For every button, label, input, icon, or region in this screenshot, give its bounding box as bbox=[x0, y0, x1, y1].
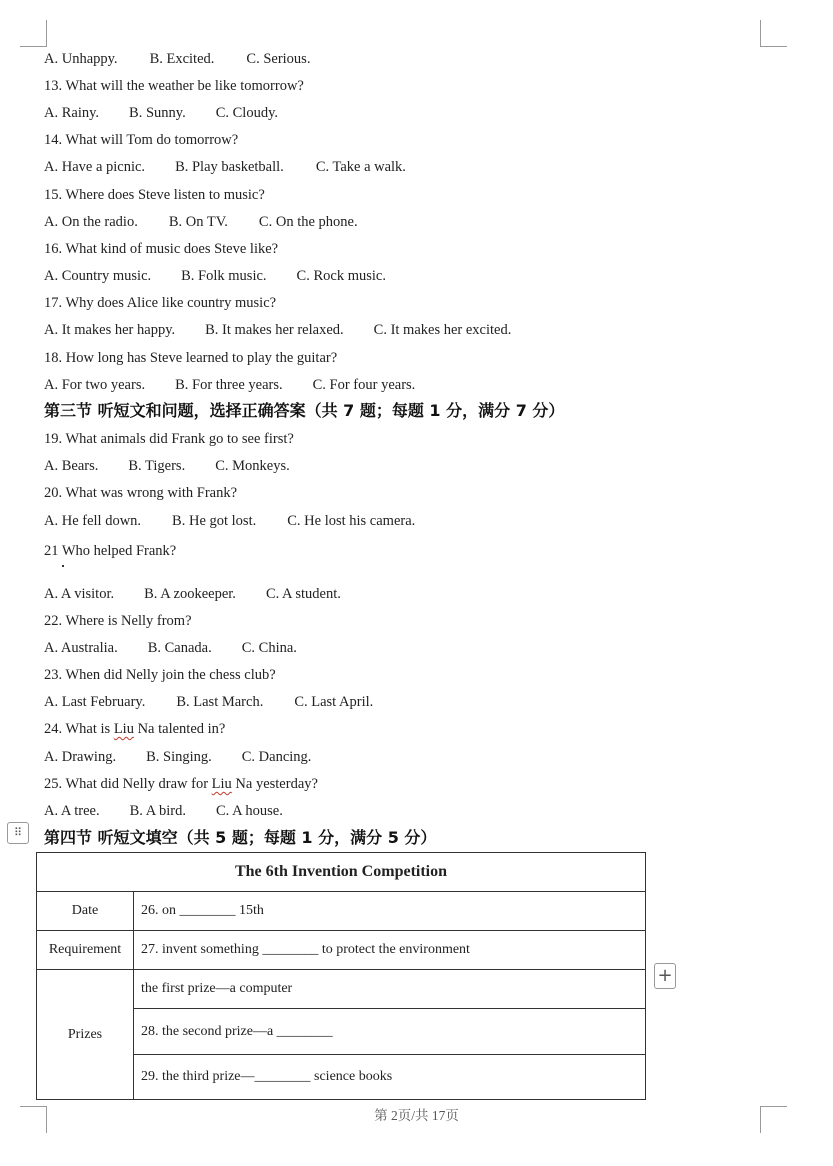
date-value: 26. on ________ 15th bbox=[134, 892, 646, 931]
table-move-handle-icon[interactable]: ⠿ bbox=[7, 822, 29, 844]
answer-options bbox=[44, 585, 341, 603]
answer-option: C. Cloudy. bbox=[215, 105, 279, 121]
question-text: 20. What was wrong with Frank? bbox=[44, 485, 238, 501]
answer-option: A. Have a picnic. bbox=[44, 159, 146, 175]
answer-option: C. Serious. bbox=[246, 51, 311, 67]
answer-option: C. Rock music. bbox=[296, 268, 386, 284]
answer-option: B. Canada. bbox=[147, 640, 212, 656]
answer-option: A. He fell down. bbox=[44, 513, 142, 529]
answer-option: B. Play basketball. bbox=[175, 159, 284, 175]
answer-option: A. Unhappy. bbox=[44, 51, 118, 67]
answer-option: C. A house. bbox=[215, 803, 283, 819]
answer-option: B. Sunny. bbox=[129, 105, 186, 121]
second-prize: 28. the second prize—a ________ bbox=[134, 1009, 646, 1055]
answer-option: A. Rainy. bbox=[44, 105, 100, 121]
answer-option: C. A student. bbox=[265, 586, 341, 602]
answer-options bbox=[44, 50, 310, 68]
answer-option: C. Monkeys. bbox=[215, 458, 290, 474]
add-row-plus-icon[interactable]: + bbox=[654, 963, 676, 989]
table-title: The 6th Invention Competition bbox=[37, 853, 646, 892]
answer-options bbox=[44, 267, 386, 285]
page-footer: 第 2页/共 17页 bbox=[374, 1108, 459, 1123]
answer-option: B. He got lost. bbox=[172, 513, 257, 529]
answer-option: C. Take a walk. bbox=[315, 159, 406, 175]
answer-options bbox=[44, 748, 311, 766]
answer-options bbox=[44, 376, 415, 394]
answer-option: B. Folk music. bbox=[181, 268, 267, 284]
question-text: 13. What will the weather be like tomorrow? bbox=[44, 78, 304, 94]
answer-option: A. Bears. bbox=[44, 458, 99, 474]
section-3-heading: 第三节 听短文和问题，选择正确答案（共 7 题；每题 1 分，满分 7 分） bbox=[44, 401, 565, 420]
requirement-label: Requirement bbox=[37, 931, 134, 970]
prizes-label: Prizes bbox=[37, 970, 134, 1100]
answer-option: A. A visitor. bbox=[44, 586, 115, 602]
question-text: 22. Where is Nelly from? bbox=[44, 613, 192, 629]
answer-option: B. For three years. bbox=[175, 377, 283, 393]
cursor-mark bbox=[62, 565, 64, 567]
answer-option: C. On the phone. bbox=[258, 214, 358, 230]
answer-options bbox=[44, 802, 283, 820]
answer-options bbox=[44, 321, 511, 339]
page-corner-mark bbox=[20, 20, 47, 47]
answer-options bbox=[44, 639, 297, 657]
question-text: 17. Why does Alice like country music? bbox=[44, 295, 277, 311]
answer-option: A. Drawing. bbox=[44, 749, 117, 765]
answer-option: A. A tree. bbox=[44, 803, 100, 819]
answer-option: C. Dancing. bbox=[241, 749, 312, 765]
answer-option: B. It makes her relaxed. bbox=[205, 322, 344, 338]
answer-option: B. A bird. bbox=[129, 803, 186, 819]
question-text: 18. How long has Steve learned to play the guitar? bbox=[44, 350, 338, 366]
question-text: 23. When did Nelly join the chess club? bbox=[44, 667, 276, 683]
answer-options bbox=[44, 693, 373, 711]
answer-option: A. Last February. bbox=[44, 694, 146, 710]
answer-option: B. On TV. bbox=[168, 214, 228, 230]
answer-option: B. Excited. bbox=[149, 51, 215, 67]
answer-option: C. He lost his camera. bbox=[287, 513, 416, 529]
answer-option: A. On the radio. bbox=[44, 214, 138, 230]
spellcheck-name: Liu bbox=[113, 721, 134, 737]
answer-options bbox=[44, 158, 406, 176]
first-prize: the first prize—a computer bbox=[134, 970, 646, 1009]
answer-options bbox=[44, 512, 415, 530]
answer-option: A. It makes her happy. bbox=[44, 322, 176, 338]
question-text: 19. What animals did Frank go to see first? bbox=[44, 431, 294, 447]
answer-option: C. It makes her excited. bbox=[373, 322, 512, 338]
answer-options bbox=[44, 457, 290, 475]
answer-option: B. Singing. bbox=[146, 749, 212, 765]
section-4-heading: 第四节 听短文填空（共 5 题；每题 1 分，满分 5 分） bbox=[44, 828, 437, 847]
answer-option: B. Last March. bbox=[176, 694, 264, 710]
question-text: 14. What will Tom do tomorrow? bbox=[44, 132, 239, 148]
answer-option: C. China. bbox=[241, 640, 297, 656]
invention-competition-table bbox=[36, 852, 646, 1100]
question-text: 15. Where does Steve listen to music? bbox=[44, 187, 265, 203]
page-corner-mark bbox=[760, 20, 787, 47]
spellcheck-name: Liu bbox=[211, 776, 232, 792]
question-text: 16. What kind of music does Steve like? bbox=[44, 241, 279, 257]
third-prize: 29. the third prize—________ science books bbox=[134, 1055, 646, 1100]
answer-options bbox=[44, 213, 358, 231]
question-text: 21 Who helped Frank? bbox=[44, 543, 177, 559]
answer-option: C. Last April. bbox=[294, 694, 374, 710]
answer-option: B. A zookeeper. bbox=[144, 586, 236, 602]
answer-option: A. For two years. bbox=[44, 377, 146, 393]
answer-options bbox=[44, 104, 278, 122]
answer-option: C. For four years. bbox=[312, 377, 416, 393]
answer-option: A. Australia. bbox=[44, 640, 118, 656]
date-label: Date bbox=[37, 892, 134, 931]
answer-option: A. Country music. bbox=[44, 268, 152, 284]
question-text: 24. What is Liu Na talented in? bbox=[44, 721, 226, 737]
requirement-value: 27. invent something ________ to protect the environment bbox=[134, 931, 646, 970]
question-text: 25. What did Nelly draw for Liu Na yesterday? bbox=[44, 776, 318, 792]
answer-option: B. Tigers. bbox=[128, 458, 186, 474]
